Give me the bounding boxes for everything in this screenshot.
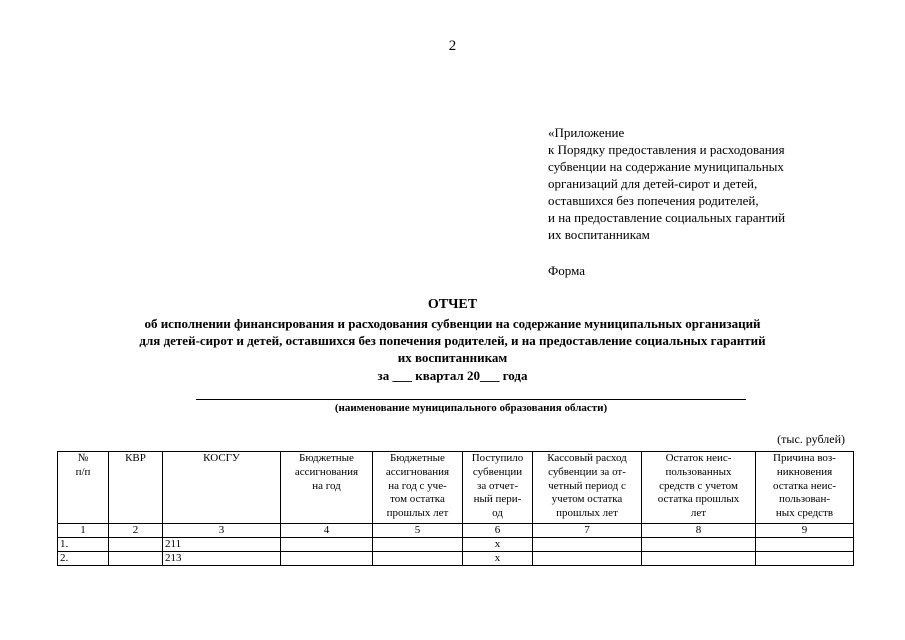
table-cell: [533, 552, 642, 566]
units-label: (тыс. рублей): [777, 432, 845, 446]
report-table: [57, 451, 854, 566]
table-row: [58, 552, 854, 566]
column-header: Кассовый расход субвенции за от- четный период с учетом остатка прошлых лет: [533, 452, 642, 524]
appendix-line: организаций для детей-сирот и детей,: [548, 176, 758, 191]
form-label: Форма: [548, 263, 585, 278]
column-header: № п/п: [58, 452, 109, 524]
column-number: 2: [109, 524, 163, 538]
column-number: 4: [281, 524, 373, 538]
column-header: Причина воз- никновения остатка неис- пользован- ных средств: [756, 452, 854, 524]
appendix-line: субвенции на содержание муниципальных: [548, 159, 784, 174]
table-cell: х: [463, 552, 533, 566]
table-row: [58, 538, 854, 552]
appendix-line: и на предоставление социальных гарантий: [548, 210, 786, 225]
table-cell: х: [463, 538, 533, 552]
table-cell: [756, 552, 854, 566]
appendix-line: их воспитанникам: [548, 227, 650, 242]
page-number: 2: [448, 38, 457, 54]
municipality-caption: (наименование муниципального образования области): [334, 402, 608, 414]
column-header: КОСГУ: [163, 452, 281, 524]
table-cell: [109, 538, 163, 552]
column-number: 8: [642, 524, 756, 538]
column-header: КВР: [109, 452, 163, 524]
column-header: Бюджетные ассигнования на год: [281, 452, 373, 524]
report-heading: ОТЧЕТ: [427, 297, 478, 312]
report-title-line-2: для детей-сирот и детей, оставшихся без попечения родителей, и на предоставление социальных гарантий: [139, 333, 766, 348]
report-title-line-1: об исполнении финансирования и расходования субвенции на содержание муниципальных организаций: [144, 316, 761, 331]
column-number: 5: [373, 524, 463, 538]
appendix-line: «Приложение: [548, 125, 625, 140]
municipality-underline: [196, 399, 746, 400]
table-cell: 211: [163, 538, 281, 552]
table-cell: [281, 552, 373, 566]
table-header-row: [58, 452, 854, 524]
table-cell: 1.: [58, 538, 109, 552]
column-header: Остаток неис- пользованных средств с учетом остатка прошлых лет: [642, 452, 756, 524]
appendix-line: к Порядку предоставления и расходования: [548, 142, 785, 157]
appendix-block: [548, 124, 785, 243]
column-number: 9: [756, 524, 854, 538]
report-period: за ___ квартал 20___ года: [377, 368, 528, 383]
table-cell: 2.: [58, 552, 109, 566]
report-title-line-3: их воспитанникам: [397, 350, 508, 365]
table-cell: [756, 538, 854, 552]
table-cell: 213: [163, 552, 281, 566]
column-number: 7: [533, 524, 642, 538]
column-number-row: [58, 524, 854, 538]
table-cell: [533, 538, 642, 552]
column-number: 1: [58, 524, 109, 538]
table-cell: [373, 538, 463, 552]
table-cell: [109, 552, 163, 566]
column-header: Бюджетные ассигнования на год с уче- том остатка прошлых лет: [373, 452, 463, 524]
column-number: 3: [163, 524, 281, 538]
column-number: 6: [463, 524, 533, 538]
table-cell: [642, 538, 756, 552]
table-cell: [281, 538, 373, 552]
table-cell: [642, 552, 756, 566]
appendix-line: оставшихся без попечения родителей,: [548, 193, 759, 208]
column-header: Поступило субвенции за отчет- ный пери- од: [463, 452, 533, 524]
table-cell: [373, 552, 463, 566]
